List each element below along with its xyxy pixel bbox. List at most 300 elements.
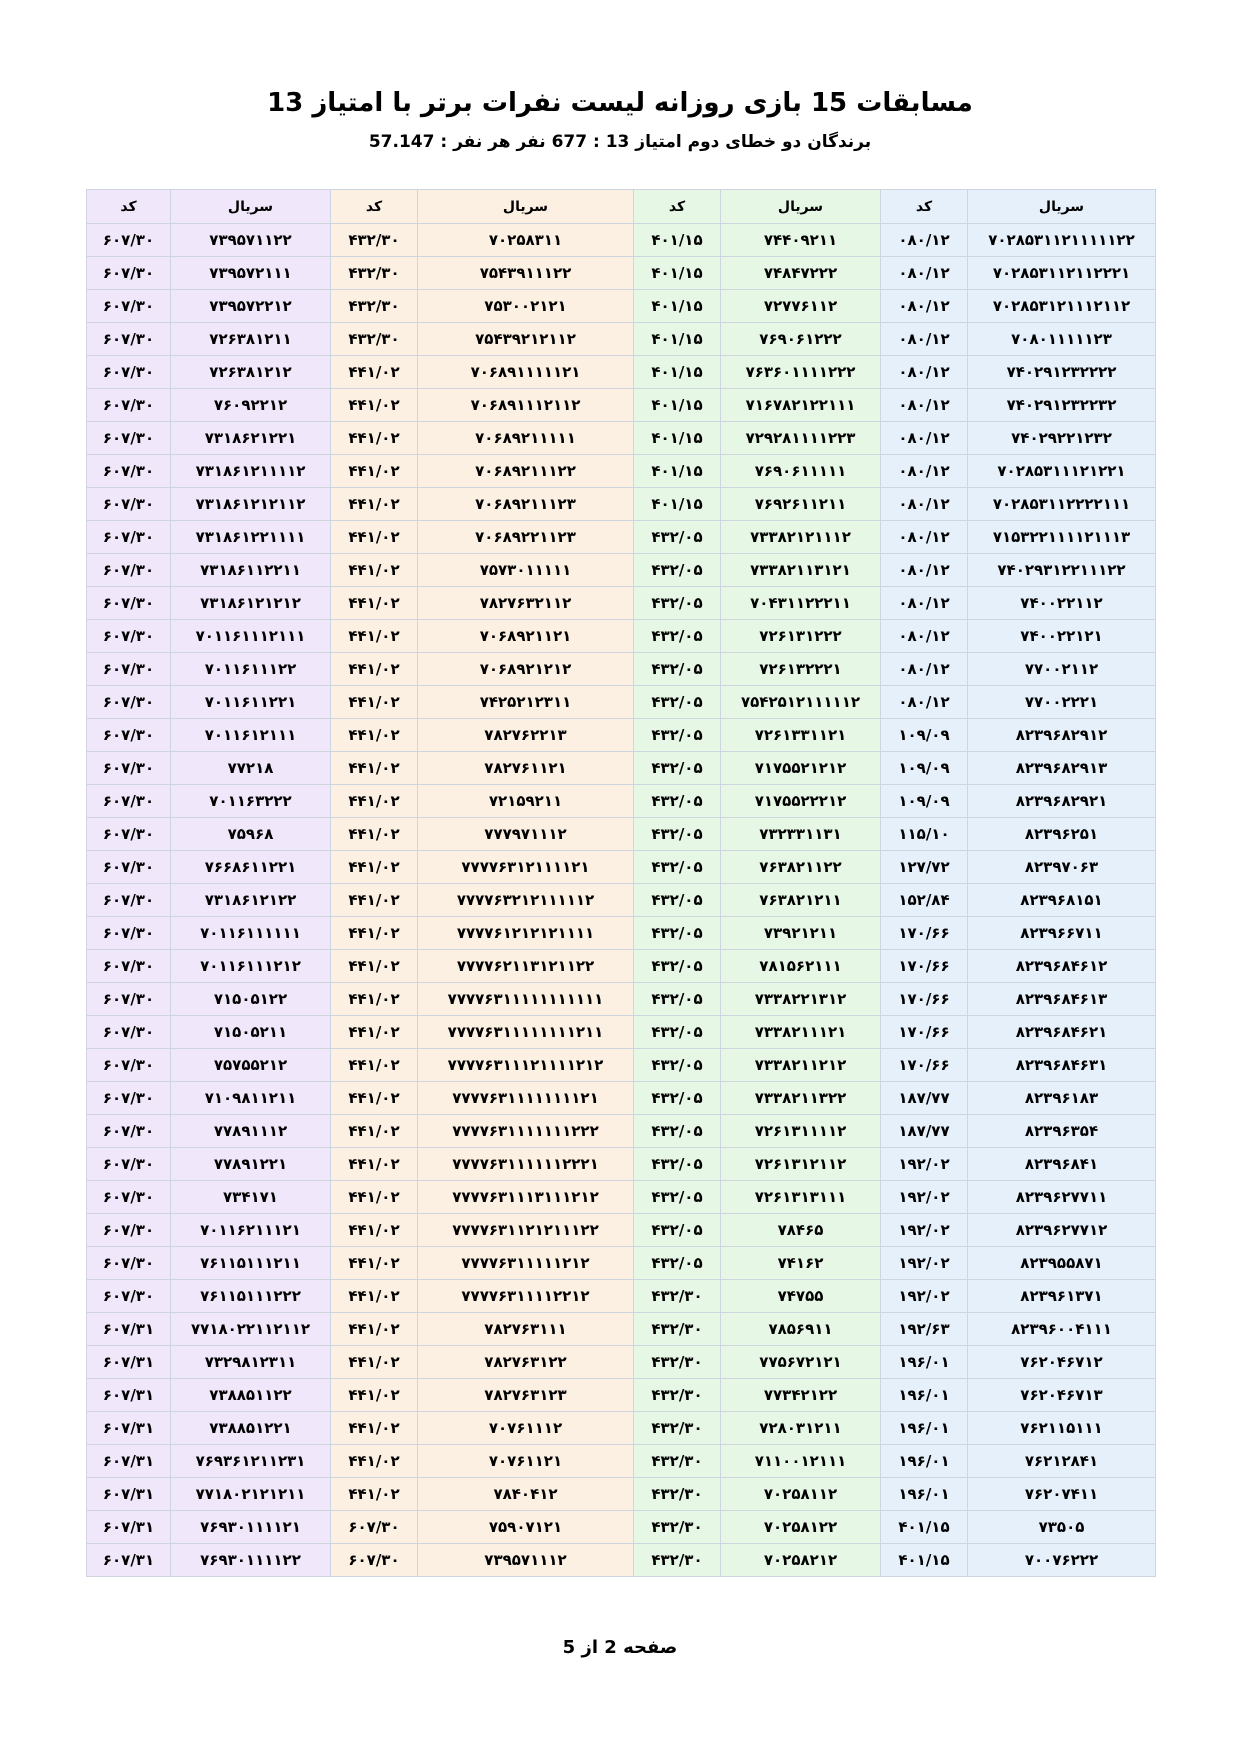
serial-cell: ۷۰۱۱۶۲۱۱۱۲۱ (171, 1214, 331, 1247)
code-cell: ۱۹۲/۰۲ (881, 1247, 968, 1280)
serial-cell: ۷۰۲۵۸۱۲۲ (721, 1511, 881, 1544)
serial-cell: ۸۲۳۹۶۸۴۶۱۲ (968, 950, 1156, 983)
serial-cell: ۷۴۲۵۲۱۲۳۱۱ (418, 686, 634, 719)
code-cell: ۶۰۷/۳۰ (331, 1511, 418, 1544)
table-row (87, 719, 1156, 752)
table-row (87, 521, 1156, 554)
serial-cell: ۷۳۱۸۶۱۱۲۲۱۱ (171, 554, 331, 587)
serial-cell: ۷۰۰۷۶۲۲۲ (968, 1544, 1156, 1577)
code-cell: ۱۰۹/۰۹ (881, 719, 968, 752)
serial-cell: ۷۳۱۸۶۱۲۲۱۱۱۱ (171, 521, 331, 554)
table-row (87, 1280, 1156, 1313)
table-row (87, 1247, 1156, 1280)
serial-cell: ۷۸۲۷۶۲۲۱۳ (418, 719, 634, 752)
serial-cell: ۷۱۵۰۵۱۲۲ (171, 983, 331, 1016)
code-cell: ۴۳۲/۰۵ (634, 1115, 721, 1148)
code-cell: ۱۷۰/۶۶ (881, 1049, 968, 1082)
table-row (87, 983, 1156, 1016)
code-cell: ۶۰۷/۳۰ (87, 1115, 171, 1148)
serial-cell: ۷۶۶۸۶۱۱۲۲۱ (171, 851, 331, 884)
serial-cell: ۷۵۳۰۰۲۱۲۱ (418, 290, 634, 323)
code-cell: ۴۳۲/۳۰ (331, 224, 418, 257)
code-cell: ۱۹۶/۰۱ (881, 1379, 968, 1412)
serial-cell: ۷۶۱۱۵۱۱۱۲۲۲ (171, 1280, 331, 1313)
serial-cell: ۷۶۹۲۶۱۱۲۱۱ (721, 488, 881, 521)
serial-cell: ۷۳۹۵۷۱۱۱۲ (418, 1544, 634, 1577)
code-cell: ۱۹۲/۰۲ (881, 1181, 968, 1214)
serial-cell: ۷۰۶۸۹۲۱۱۱۲۲ (418, 455, 634, 488)
serial-cell: ۷۰۲۵۸۱۱۲ (721, 1478, 881, 1511)
code-cell: ۴۳۲/۰۵ (634, 917, 721, 950)
code-cell: ۴۴۱/۰۲ (331, 620, 418, 653)
code-cell: ۴۰۱/۱۵ (881, 1511, 968, 1544)
code-cell: ۶۰۷/۳۰ (87, 719, 171, 752)
serial-cell: ۷۱۵۰۵۲۱۱ (171, 1016, 331, 1049)
code-cell: ۴۳۲/۰۵ (634, 521, 721, 554)
code-cell: ۴۳۲/۰۵ (634, 983, 721, 1016)
table-row (87, 917, 1156, 950)
page-subtitle: برندگان دو خطای دوم امتیاز 13 : 677 نفر هر نفر : 57.147 (368, 132, 872, 152)
code-cell: ۶۰۷/۳۰ (87, 785, 171, 818)
table-row (87, 752, 1156, 785)
serial-cell: ۷۰۲۸۵۳۱۱۲۲۲۲۱۱۱ (968, 488, 1156, 521)
code-cell: ۱۹۲/۶۳ (881, 1313, 968, 1346)
serial-cell: ۷۴۴۰۹۲۱۱ (721, 224, 881, 257)
serial-cell: ۷۲۶۱۳۳۱۱۲۱ (721, 719, 881, 752)
page-title: مسابقات 15 بازی روزانه لیست نفرات برتر با امتیاز 13 (267, 88, 973, 118)
serial-cell: ۸۲۳۹۶۳۵۴ (968, 1115, 1156, 1148)
serial-cell: ۷۶۹۰۶۱۲۲۲ (721, 323, 881, 356)
code-cell: ۴۰۱/۱۵ (634, 290, 721, 323)
serial-cell: ۷۶۱۱۵۱۱۱۲۱۱ (171, 1247, 331, 1280)
serial-cell: ۷۴۰۲۹۳۱۲۲۱۱۱۲۲ (968, 554, 1156, 587)
code-cell: ۴۴۱/۰۲ (331, 1478, 418, 1511)
code-cell: ۱۹۲/۰۲ (881, 1214, 968, 1247)
code-cell: ۶۰۷/۳۰ (87, 587, 171, 620)
code-cell: ۴۳۲/۰۵ (634, 653, 721, 686)
code-cell: ۶۰۷/۳۱ (87, 1544, 171, 1577)
serial-cell: ۷۲۶۱۳۱۱۱۱۲ (721, 1115, 881, 1148)
code-cell: ۶۰۷/۳۰ (87, 1148, 171, 1181)
serial-cell: ۸۲۳۹۶۲۵۱ (968, 818, 1156, 851)
code-cell: ۶۰۷/۳۰ (87, 686, 171, 719)
serial-cell: ۷۳۳۸۲۲۱۳۱۲ (721, 983, 881, 1016)
code-cell: ۴۳۲/۰۵ (634, 818, 721, 851)
serial-cell: ۸۲۳۹۶۲۷۷۱۱ (968, 1181, 1156, 1214)
table-row (87, 356, 1156, 389)
serial-cell: ۷۷۷۷۶۳۱۲۱۱۱۱۲۱ (418, 851, 634, 884)
code-cell: ۴۳۲/۳۰ (634, 1346, 721, 1379)
code-cell: ۴۳۲/۰۵ (634, 785, 721, 818)
table-row (87, 1115, 1156, 1148)
code-cell: ۴۴۱/۰۲ (331, 950, 418, 983)
serial-cell: ۸۲۳۹۶۸۲۹۱۳ (968, 752, 1156, 785)
header-code-2: کد (634, 190, 721, 224)
serial-cell: ۷۸۴۶۵ (721, 1214, 881, 1247)
serial-cell: ۷۲۷۷۶۱۱۲ (721, 290, 881, 323)
code-cell: ۶۰۷/۳۰ (87, 851, 171, 884)
code-cell: ۶۰۷/۳۰ (87, 257, 171, 290)
serial-cell: ۷۸۱۵۶۲۱۱۱ (721, 950, 881, 983)
serial-cell: ۷۲۶۱۳۱۳۱۱۱ (721, 1181, 881, 1214)
code-cell: ۴۴۱/۰۲ (331, 521, 418, 554)
serial-cell: ۷۵۴۲۵۱۲۱۱۱۱۱۲ (721, 686, 881, 719)
serial-cell: ۷۰۶۸۹۱۱۱۱۱۲۱ (418, 356, 634, 389)
serial-cell: ۷۷۷۷۶۳۱۱۱۲۱۱۱۱۲۱۲ (418, 1049, 634, 1082)
table-row (87, 1478, 1156, 1511)
serial-cell: ۷۷۷۷۶۳۱۱۱۱۱۱۱۱۱۱۱ (418, 983, 634, 1016)
code-cell: ۴۳۲/۳۰ (634, 1544, 721, 1577)
serial-cell: ۷۰۲۵۸۳۱۱ (418, 224, 634, 257)
serial-cell: ۸۲۳۹۶۸۲۹۲۱ (968, 785, 1156, 818)
serial-cell: ۷۳۹۲۱۲۱۱ (721, 917, 881, 950)
code-cell: ۰۸۰/۱۲ (881, 323, 968, 356)
serial-cell: ۷۷۷۷۶۳۱۱۱۱۱۱۲۲۲۱ (418, 1148, 634, 1181)
code-cell: ۶۰۷/۳۰ (87, 1181, 171, 1214)
table-row (87, 1379, 1156, 1412)
code-cell: ۴۰۱/۱۵ (634, 455, 721, 488)
serial-cell: ۸۲۳۹۶۸۴۶۲۱ (968, 1016, 1156, 1049)
serial-cell: ۷۰۱۱۶۱۱۱۲۱۱۱ (171, 620, 331, 653)
serial-cell: ۷۳۱۸۶۱۲۱۲۱۲ (171, 587, 331, 620)
table-row (87, 884, 1156, 917)
serial-cell: ۷۵۴۳۹۲۱۲۱۱۲ (418, 323, 634, 356)
code-cell: ۴۳۲/۰۵ (634, 1247, 721, 1280)
code-cell: ۱۷۰/۶۶ (881, 983, 968, 1016)
code-cell: ۱۸۷/۷۷ (881, 1115, 968, 1148)
code-cell: ۴۴۱/۰۲ (331, 983, 418, 1016)
serial-cell: ۷۱۵۳۲۲۱۱۱۱۲۱۱۱۳ (968, 521, 1156, 554)
code-cell: ۴۴۱/۰۲ (331, 587, 418, 620)
code-cell: ۴۴۱/۰۲ (331, 851, 418, 884)
table-header-row (87, 190, 1156, 224)
serial-cell: ۷۰۱۱۶۱۱۱۲۲ (171, 653, 331, 686)
code-cell: ۴۳۲/۳۰ (634, 1445, 721, 1478)
code-cell: ۶۰۷/۳۰ (87, 1049, 171, 1082)
code-cell: ۴۳۲/۳۰ (331, 257, 418, 290)
code-cell: ۶۰۷/۳۰ (87, 389, 171, 422)
serial-cell: ۷۲۶۱۳۱۲۱۱۲ (721, 1148, 881, 1181)
code-cell: ۰۸۰/۱۲ (881, 587, 968, 620)
code-cell: ۶۰۷/۳۰ (87, 1016, 171, 1049)
serial-cell: ۷۶۹۳۰۱۱۱۱۲۲ (171, 1544, 331, 1577)
code-cell: ۴۴۱/۰۲ (331, 554, 418, 587)
code-cell: ۰۸۰/۱۲ (881, 389, 968, 422)
table-row (87, 1445, 1156, 1478)
serial-cell: ۷۲۶۳۸۱۲۱۲ (171, 356, 331, 389)
serial-cell: ۷۶۳۸۲۱۲۱۱ (721, 884, 881, 917)
code-cell: ۶۰۷/۳۰ (87, 323, 171, 356)
code-cell: ۱۰۹/۰۹ (881, 752, 968, 785)
code-cell: ۴۴۱/۰۲ (331, 686, 418, 719)
serial-cell: ۷۲۸۰۳۱۲۱۱ (721, 1412, 881, 1445)
code-cell: ۴۰۱/۱۵ (634, 323, 721, 356)
code-cell: ۱۹۶/۰۱ (881, 1478, 968, 1511)
table-row (87, 422, 1156, 455)
code-cell: ۴۰۱/۱۵ (634, 356, 721, 389)
code-cell: ۴۳۲/۳۰ (634, 1511, 721, 1544)
serial-cell: ۷۷۷۷۶۳۱۱۱۱۱۲۱۲ (418, 1247, 634, 1280)
serial-cell: ۷۳۸۸۵۱۲۲۱ (171, 1412, 331, 1445)
serial-cell: ۷۰۶۸۹۲۱۲۱۲ (418, 653, 634, 686)
serial-cell: ۷۳۳۸۲۱۲۱۱۱۲ (721, 521, 881, 554)
code-cell: ۴۳۲/۳۰ (634, 1313, 721, 1346)
serial-cell: ۷۸۲۷۶۳۱۲۲ (418, 1346, 634, 1379)
code-cell: ۴۳۲/۰۵ (634, 1181, 721, 1214)
serial-cell: ۷۷۰۰۲۱۱۲ (968, 653, 1156, 686)
table-row (87, 1082, 1156, 1115)
code-cell: ۴۴۱/۰۲ (331, 488, 418, 521)
serial-cell: ۸۲۳۹۵۵۸۷۱ (968, 1247, 1156, 1280)
code-cell: ۰۸۰/۱۲ (881, 290, 968, 323)
table-row (87, 488, 1156, 521)
serial-cell: ۷۷۲۱۸ (171, 752, 331, 785)
code-cell: ۶۰۷/۳۰ (87, 620, 171, 653)
serial-cell: ۷۶۹۰۶۱۱۱۱۱ (721, 455, 881, 488)
code-cell: ۴۴۱/۰۲ (331, 1313, 418, 1346)
table-row (87, 323, 1156, 356)
code-cell: ۴۳۲/۰۵ (634, 884, 721, 917)
table-row (87, 1181, 1156, 1214)
code-cell: ۶۰۷/۳۰ (87, 1214, 171, 1247)
serial-cell: ۸۲۳۹۶۱۸۳ (968, 1082, 1156, 1115)
serial-cell: ۷۴۰۰۲۲۱۱۲ (968, 587, 1156, 620)
serial-cell: ۷۶۳۸۲۱۱۲۲ (721, 851, 881, 884)
code-cell: ۶۰۷/۳۰ (87, 488, 171, 521)
table-row (87, 1016, 1156, 1049)
code-cell: ۰۸۰/۱۲ (881, 422, 968, 455)
serial-cell: ۷۷۸۹۱۲۲۱ (171, 1148, 331, 1181)
serial-cell: ۷۸۲۷۶۳۱۲۳ (418, 1379, 634, 1412)
code-cell: ۴۴۱/۰۲ (331, 719, 418, 752)
code-cell: ۴۴۱/۰۲ (331, 1082, 418, 1115)
code-cell: ۶۰۷/۳۰ (87, 818, 171, 851)
serial-cell: ۸۲۳۹۶۸۴۶۳۱ (968, 1049, 1156, 1082)
serial-cell: ۷۰۲۸۵۳۱۲۱۱۱۲۱۱۲ (968, 290, 1156, 323)
serial-cell: ۷۷۷۷۶۱۲۱۲۱۲۱۱۱۱ (418, 917, 634, 950)
code-cell: ۴۴۱/۰۲ (331, 884, 418, 917)
code-cell: ۴۳۲/۰۵ (634, 950, 721, 983)
table-body (87, 224, 1156, 1577)
serial-cell: ۸۲۳۹۷۰۶۳ (968, 851, 1156, 884)
code-cell: ۰۸۰/۱۲ (881, 356, 968, 389)
code-cell: ۴۴۱/۰۲ (331, 1181, 418, 1214)
code-cell: ۱۸۷/۷۷ (881, 1082, 968, 1115)
table-row (87, 1049, 1156, 1082)
code-cell: ۴۴۱/۰۲ (331, 1148, 418, 1181)
serial-cell: ۷۶۲۱۲۸۴۱ (968, 1445, 1156, 1478)
table-row (87, 257, 1156, 290)
serial-cell: ۷۸۲۷۶۳۲۱۱۲ (418, 587, 634, 620)
serial-cell: ۸۲۳۹۶۸۲۹۱۲ (968, 719, 1156, 752)
table-row (87, 1214, 1156, 1247)
serial-cell: ۷۸۴۰۴۱۲ (418, 1478, 634, 1511)
serial-cell: ۷۴۰۲۹۲۲۱۲۳۲ (968, 422, 1156, 455)
table-row (87, 686, 1156, 719)
code-cell: ۱۷۰/۶۶ (881, 950, 968, 983)
serial-cell: ۷۴۰۲۹۱۲۳۲۲۲۲ (968, 356, 1156, 389)
serial-cell: ۷۳۹۵۷۲۲۱۲ (171, 290, 331, 323)
code-cell: ۴۴۱/۰۲ (331, 1280, 418, 1313)
code-cell: ۰۸۰/۱۲ (881, 686, 968, 719)
table-row (87, 950, 1156, 983)
serial-cell: ۷۶۰۹۲۲۱۲ (171, 389, 331, 422)
serial-cell: ۷۷۵۶۷۲۱۲۱ (721, 1346, 881, 1379)
serial-cell: ۷۱۰۹۸۱۱۲۱۱ (171, 1082, 331, 1115)
table-row (87, 1544, 1156, 1577)
code-cell: ۴۳۲/۰۵ (634, 1016, 721, 1049)
code-cell: ۱۹۲/۰۲ (881, 1280, 968, 1313)
code-cell: ۴۴۱/۰۲ (331, 752, 418, 785)
serial-cell: ۷۷۷۷۶۳۱۱۱۱۲۲۱۲ (418, 1280, 634, 1313)
code-cell: ۶۰۷/۳۰ (87, 521, 171, 554)
code-cell: ۰۸۰/۱۲ (881, 488, 968, 521)
code-cell: ۴۳۲/۳۰ (634, 1280, 721, 1313)
serial-cell: ۷۳۳۸۲۱۱۳۲۲ (721, 1082, 881, 1115)
code-cell: ۱۰۹/۰۹ (881, 785, 968, 818)
code-cell: ۴۳۲/۰۵ (634, 1049, 721, 1082)
table-row (87, 1313, 1156, 1346)
code-cell: ۴۴۱/۰۲ (331, 422, 418, 455)
serial-cell: ۷۴۰۰۲۲۱۲۱ (968, 620, 1156, 653)
code-cell: ۶۰۷/۳۰ (87, 653, 171, 686)
code-cell: ۴۳۲/۳۰ (331, 323, 418, 356)
serial-cell: ۷۶۲۰۴۶۷۱۲ (968, 1346, 1156, 1379)
code-cell: ۴۴۱/۰۲ (331, 356, 418, 389)
table-row (87, 785, 1156, 818)
serial-cell: ۷۵۹۰۷۱۲۱ (418, 1511, 634, 1544)
serial-cell: ۷۰۱۱۶۳۲۲۲ (171, 785, 331, 818)
serial-cell: ۷۴۷۵۵ (721, 1280, 881, 1313)
serial-cell: ۷۷۷۷۶۳۱۱۱۱۱۱۱۱۲۱ (418, 1082, 634, 1115)
serial-cell: ۷۱۷۵۵۲۲۲۱۲ (721, 785, 881, 818)
header-serial-3: سریال (418, 190, 634, 224)
code-cell: ۴۰۱/۱۵ (634, 488, 721, 521)
code-cell: ۶۰۷/۳۰ (87, 1280, 171, 1313)
code-cell: ۱۹۶/۰۱ (881, 1445, 968, 1478)
serial-cell: ۷۳۳۸۲۱۱۲۱۲ (721, 1049, 881, 1082)
code-cell: ۶۰۷/۳۱ (87, 1478, 171, 1511)
serial-cell: ۷۶۹۳۶۱۲۱۱۲۳۱ (171, 1445, 331, 1478)
code-cell: ۴۴۱/۰۲ (331, 1412, 418, 1445)
code-cell: ۶۰۷/۳۰ (87, 950, 171, 983)
table-row (87, 620, 1156, 653)
code-cell: ۴۳۲/۰۵ (634, 851, 721, 884)
serial-cell: ۷۳۹۵۷۲۱۱۱ (171, 257, 331, 290)
table-row (87, 851, 1156, 884)
serial-cell: ۷۴۱۶۲ (721, 1247, 881, 1280)
serial-cell: ۷۰۱۱۶۱۱۱۱۱۱ (171, 917, 331, 950)
serial-cell: ۷۳۲۹۸۱۲۳۱۱ (171, 1346, 331, 1379)
code-cell: ۰۸۰/۱۲ (881, 554, 968, 587)
code-cell: ۶۰۷/۳۱ (87, 1379, 171, 1412)
table-row (87, 554, 1156, 587)
code-cell: ۶۰۷/۳۰ (87, 554, 171, 587)
serial-cell: ۷۷۸۹۱۱۱۲ (171, 1115, 331, 1148)
serial-cell: ۷۶۲۰۴۶۷۱۳ (968, 1379, 1156, 1412)
serial-cell: ۷۰۶۸۹۲۱۱۲۱ (418, 620, 634, 653)
code-cell: ۰۸۰/۱۲ (881, 653, 968, 686)
serial-cell: ۷۰۲۸۵۳۱۱۲۱۱۲۲۲۱ (968, 257, 1156, 290)
table-row (87, 290, 1156, 323)
serial-cell: ۷۳۵۰۵ (968, 1511, 1156, 1544)
code-cell: ۴۴۱/۰۲ (331, 1049, 418, 1082)
table-row (87, 653, 1156, 686)
serial-cell: ۷۳۱۸۶۱۲۱۱۱۱۲ (171, 455, 331, 488)
serial-cell: ۷۷۰۰۲۲۲۱ (968, 686, 1156, 719)
code-cell: ۶۰۷/۳۰ (87, 1082, 171, 1115)
serial-cell: ۷۷۱۸۰۲۲۱۱۲۱۱۲ (171, 1313, 331, 1346)
code-cell: ۴۴۱/۰۲ (331, 1247, 418, 1280)
serial-cell: ۷۳۹۵۷۱۱۲۲ (171, 224, 331, 257)
serial-cell: ۷۵۴۳۹۱۱۱۲۲ (418, 257, 634, 290)
code-cell: ۰۸۰/۱۲ (881, 620, 968, 653)
header-serial-1: سریال (968, 190, 1156, 224)
serial-cell: ۷۷۷۷۶۳۱۱۲۱۲۱۱۱۲۲ (418, 1214, 634, 1247)
serial-cell: ۷۴۸۴۷۲۲۲ (721, 257, 881, 290)
serial-cell: ۷۱۷۵۵۲۱۲۱۲ (721, 752, 881, 785)
serial-cell: ۷۳۸۸۵۱۱۲۲ (171, 1379, 331, 1412)
table-row (87, 587, 1156, 620)
table-row (87, 1511, 1156, 1544)
serial-cell: ۷۷۷۷۶۳۱۱۱۱۱۱۱۱۲۱۱ (418, 1016, 634, 1049)
table-row (87, 455, 1156, 488)
table-row (87, 1148, 1156, 1181)
serial-cell: ۷۲۱۵۹۲۱۱ (418, 785, 634, 818)
code-cell: ۶۰۷/۳۰ (87, 884, 171, 917)
code-cell: ۴۰۱/۱۵ (634, 257, 721, 290)
code-cell: ۴۰۱/۱۵ (634, 422, 721, 455)
code-cell: ۶۰۷/۳۱ (87, 1412, 171, 1445)
code-cell: ۶۰۷/۳۰ (87, 917, 171, 950)
serial-cell: ۸۲۳۹۶۸۴۶۱۳ (968, 983, 1156, 1016)
code-cell: ۱۱۵/۱۰ (881, 818, 968, 851)
code-cell: ۴۴۱/۰۲ (331, 917, 418, 950)
serial-cell: ۷۰۷۶۱۱۲۱ (418, 1445, 634, 1478)
serial-cell: ۷۶۲۱۱۵۱۱۱ (968, 1412, 1156, 1445)
serial-cell: ۷۰۷۶۱۱۱۲ (418, 1412, 634, 1445)
code-cell: ۴۴۱/۰۲ (331, 1379, 418, 1412)
code-cell: ۴۳۲/۳۰ (634, 1412, 721, 1445)
serial-cell: ۷۸۲۷۶۱۱۲۱ (418, 752, 634, 785)
serial-cell: ۷۰۲۸۵۳۱۱۲۱۱۱۱۱۲۲ (968, 224, 1156, 257)
header-serial-4: سریال (171, 190, 331, 224)
serial-cell: ۷۰۲۸۵۳۱۱۱۲۱۲۲۱ (968, 455, 1156, 488)
code-cell: ۰۸۰/۱۲ (881, 257, 968, 290)
code-cell: ۴۳۲/۰۵ (634, 620, 721, 653)
code-cell: ۱۹۲/۰۲ (881, 1148, 968, 1181)
serial-cell: ۸۲۳۹۶۶۷۱۱ (968, 917, 1156, 950)
serial-cell: ۷۱۱۰۰۱۲۱۱۱ (721, 1445, 881, 1478)
code-cell: ۶۰۷/۳۱ (87, 1445, 171, 1478)
code-cell: ۴۳۲/۳۰ (634, 1379, 721, 1412)
serial-cell: ۷۳۳۸۲۱۱۱۲۱ (721, 1016, 881, 1049)
table-row (87, 389, 1156, 422)
code-cell: ۶۰۷/۳۰ (331, 1544, 418, 1577)
serial-cell: ۷۰۶۸۹۲۱۱۱۱۱ (418, 422, 634, 455)
code-cell: ۶۰۷/۳۰ (87, 224, 171, 257)
serial-cell: ۷۰۶۸۹۲۱۱۱۲۳ (418, 488, 634, 521)
code-cell: ۴۰۱/۱۵ (881, 1544, 968, 1577)
code-cell: ۱۹۶/۰۱ (881, 1412, 968, 1445)
serial-cell: ۷۲۶۱۳۱۲۲۲ (721, 620, 881, 653)
serial-cell: ۷۳۲۳۳۱۱۳۱ (721, 818, 881, 851)
serial-cell: ۷۰۶۸۹۲۲۱۱۲۳ (418, 521, 634, 554)
code-cell: ۴۳۲/۰۵ (634, 587, 721, 620)
code-cell: ۴۳۲/۳۰ (331, 290, 418, 323)
serial-cell: ۷۷۷۷۶۳۲۱۲۱۱۱۱۱۲ (418, 884, 634, 917)
code-cell: ۴۴۱/۰۲ (331, 1016, 418, 1049)
